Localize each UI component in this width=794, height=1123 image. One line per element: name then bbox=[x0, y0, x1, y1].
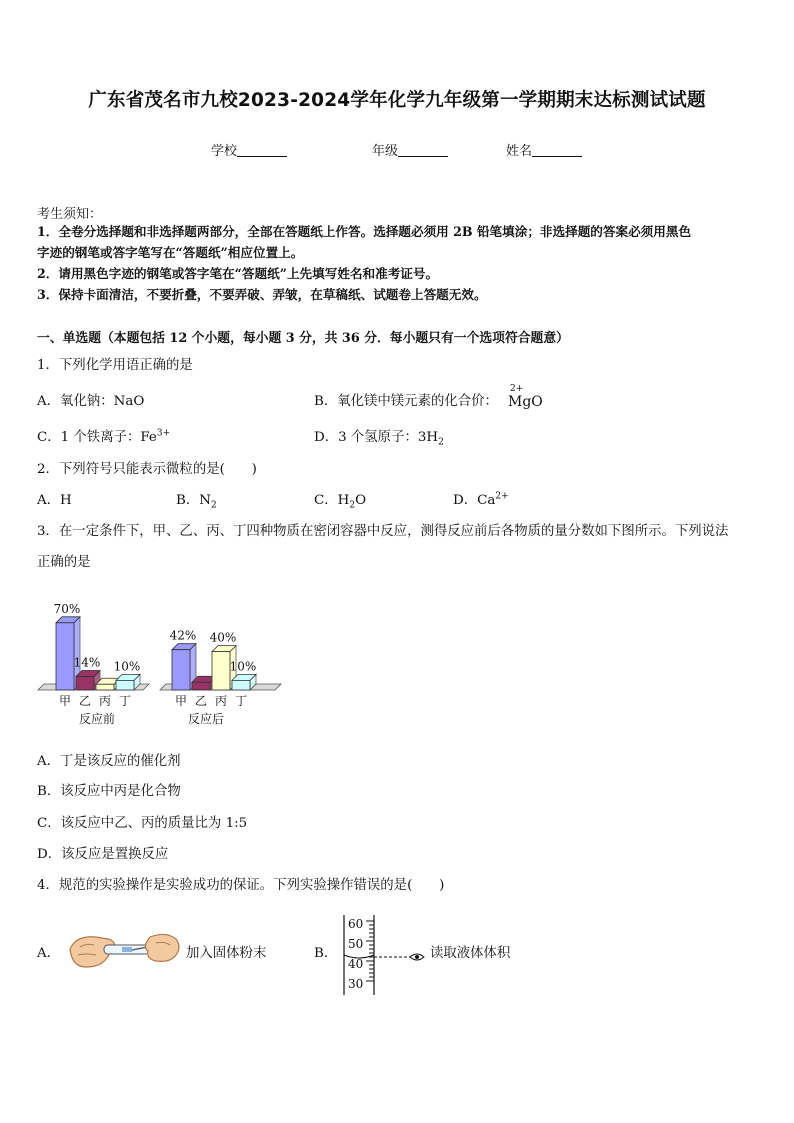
group-label: 反应前 bbox=[78, 712, 116, 726]
q3-stem-line-1: 3．在一定条件下，甲、乙、丙、丁四种物质在密闭容器中反应，测得反应前后各物质的量分数如下图所示。下列说法 bbox=[37, 524, 729, 539]
q1-option-b-text: B．氧化镁中镁元素的化合价： bbox=[314, 394, 498, 409]
school-label: 学校 bbox=[211, 144, 238, 159]
q4-option-a-label[interactable]: A． bbox=[37, 946, 61, 961]
q4-a-caption: 加入固体粉末 bbox=[186, 946, 267, 961]
cylinder-tick-60: 60 bbox=[348, 917, 364, 931]
q1-d-sub: 2 bbox=[438, 437, 444, 448]
category-label: 乙 bbox=[194, 694, 208, 708]
q3-stem-line-2: 正确的是 bbox=[37, 555, 91, 570]
q2-c-text: C．H bbox=[314, 493, 350, 508]
test-tube-icon bbox=[104, 945, 150, 954]
eye-icon bbox=[374, 954, 424, 960]
right-hand-icon bbox=[145, 934, 179, 961]
q2-d-text: D．Ca bbox=[453, 493, 496, 508]
q1-stem: 1．下列化学用语正确的是 bbox=[37, 358, 193, 373]
q1-b-symbol bbox=[508, 394, 543, 410]
category-label: 丁 bbox=[118, 694, 132, 708]
school-field[interactable] bbox=[211, 140, 287, 159]
q2-option-c[interactable] bbox=[314, 489, 366, 511]
q1-b-charge: 2+ bbox=[510, 384, 524, 394]
q2-c-sub: 2 bbox=[349, 500, 356, 511]
grade-label: 年级 bbox=[372, 144, 399, 159]
data-label: 70% bbox=[53, 601, 81, 616]
category-label: 乙 bbox=[78, 694, 92, 708]
data-label: 42% bbox=[169, 628, 197, 643]
q2-d-sup: 2+ bbox=[495, 491, 509, 502]
q2-option-a[interactable]: A．H bbox=[37, 493, 72, 508]
grade-blank[interactable] bbox=[398, 143, 448, 157]
q1-option-d[interactable] bbox=[314, 426, 444, 448]
name-blank[interactable] bbox=[532, 143, 582, 157]
q1-c-sup: 3+ bbox=[156, 428, 171, 439]
q2-option-d[interactable] bbox=[453, 489, 509, 508]
q1-option-c[interactable] bbox=[37, 426, 170, 445]
q2-option-b[interactable] bbox=[176, 489, 217, 511]
bar-反应前-甲 bbox=[56, 623, 74, 690]
cylinder-tick-50: 50 bbox=[348, 937, 364, 951]
school-blank[interactable] bbox=[237, 143, 287, 157]
q3-option-a[interactable]: A．丁是该反应的催化剂 bbox=[37, 754, 181, 769]
data-label: 10% bbox=[229, 659, 257, 674]
q1-option-a[interactable]: A．氧化钠：NaO bbox=[37, 394, 145, 409]
bar-反应后-丁 bbox=[232, 680, 250, 690]
chart-layer bbox=[38, 602, 281, 726]
q2-c-tail: O bbox=[355, 493, 367, 508]
category-label: 甲 bbox=[174, 694, 188, 708]
category-label: 丙 bbox=[98, 694, 112, 708]
page-title: 广东省茂名市九校2023-2024学年化学九年级第一学期期末达标测试试题 bbox=[88, 90, 706, 111]
q2-b-sub: 2 bbox=[210, 500, 217, 511]
bar-反应后-丙 bbox=[212, 652, 230, 690]
q4-stem: 4．规范的实验操作是实验成功的保证。下列实验操作错误的是( ) bbox=[37, 878, 445, 893]
q3-option-d[interactable]: D．该反应是置换反应 bbox=[37, 847, 169, 862]
q2-b-text: B．N bbox=[176, 493, 211, 508]
bar-反应后-乙 bbox=[192, 682, 210, 690]
q4-a-illustration bbox=[66, 925, 182, 977]
notice-line-1b: 字迹的钢笔或答字笔写在“答题纸”相应位置上。 bbox=[37, 245, 304, 260]
cylinder-tick-40: 40 bbox=[348, 957, 364, 971]
name-label: 姓名 bbox=[506, 144, 533, 159]
q4-b-caption: 读取液体体积 bbox=[430, 946, 511, 961]
q3-bar-chart bbox=[30, 585, 300, 730]
q1-b-oxygen: O bbox=[531, 394, 543, 410]
notice-heading: 考生须知： bbox=[37, 207, 103, 222]
data-label: 40% bbox=[209, 630, 237, 645]
q1-c-text: C．1 个铁离子：Fe bbox=[37, 430, 157, 445]
bar-反应前-乙 bbox=[76, 677, 94, 690]
data-label: 14% bbox=[73, 655, 101, 670]
data-label: 10% bbox=[113, 659, 141, 674]
name-field[interactable] bbox=[506, 140, 582, 159]
notice-line-3: 3．保持卡面清洁，不要折叠，不要弄破、弄皱，在草稿纸、试题卷上答题无效。 bbox=[37, 287, 487, 302]
q3-option-c[interactable]: C．该反应中乙、丙的质量比为 1:5 bbox=[37, 816, 248, 831]
bar-反应前-丙 bbox=[96, 684, 114, 690]
category-label: 丁 bbox=[234, 694, 248, 708]
bar-反应后-甲 bbox=[172, 650, 190, 690]
q4-option-b-label[interactable]: B． bbox=[314, 946, 338, 961]
notice-line-2: 2．请用黑色字迹的钢笔或答字笔在“答题纸”上先填写姓名和准考证号。 bbox=[37, 266, 439, 281]
bar-反应前-丁 bbox=[116, 680, 134, 690]
q1-d-text: D．3 个氢原子：3H bbox=[314, 430, 439, 445]
cylinder-tick-30: 30 bbox=[348, 977, 364, 991]
q1-b-element: Mg bbox=[508, 394, 532, 410]
q3-option-b[interactable]: B．该反应中丙是化合物 bbox=[37, 784, 181, 799]
q1-option-b[interactable] bbox=[314, 390, 498, 409]
category-label: 丙 bbox=[214, 694, 228, 708]
group-label: 反应后 bbox=[187, 712, 225, 726]
notice-line-1a: 1．全卷分选择题和非选择题两部分，全部在答题纸上作答。选择题必须用 2B 铅笔填涂；非选择题的答案必须用黑色 bbox=[37, 224, 692, 239]
grade-field[interactable] bbox=[372, 140, 448, 159]
section-heading: 一、单选题（本题包括 12 个小题，每小题 3 分，共 36 分．每小题只有一个选项符合题意） bbox=[37, 331, 569, 346]
category-label: 甲 bbox=[58, 694, 72, 708]
q2-stem: 2．下列符号只能表示微粒的是( ) bbox=[37, 462, 257, 477]
